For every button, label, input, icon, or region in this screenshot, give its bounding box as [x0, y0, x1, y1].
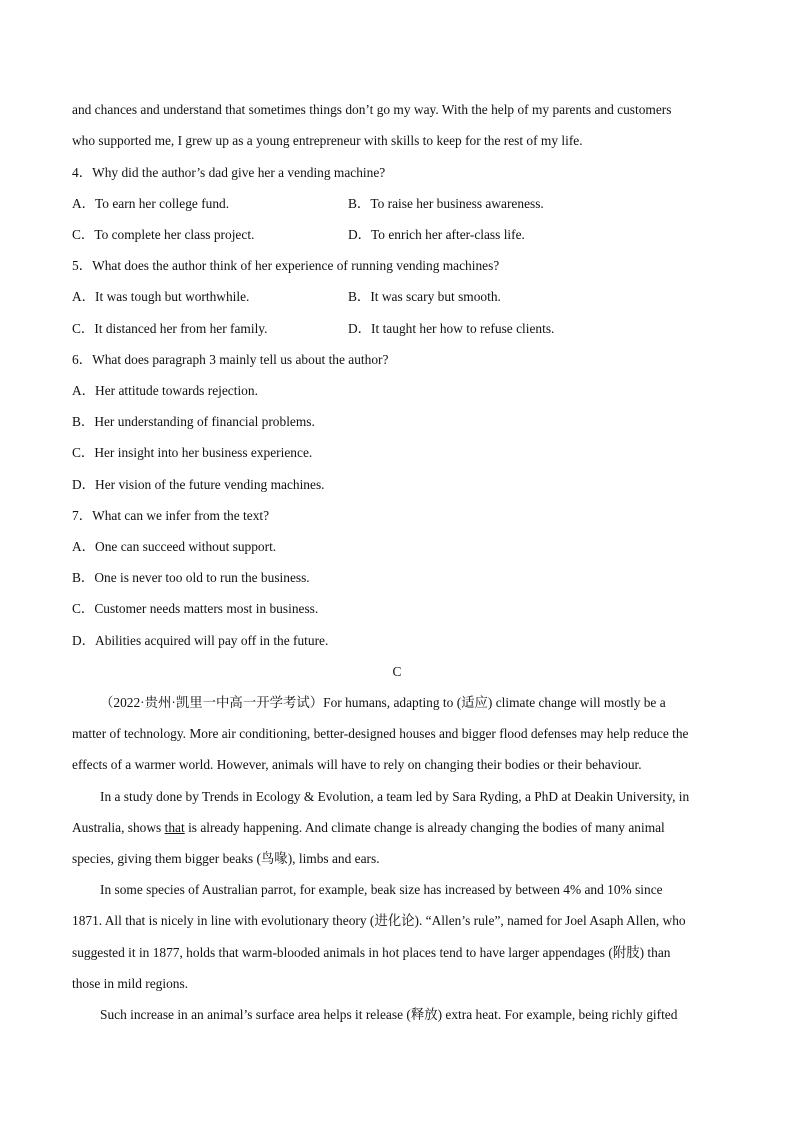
passage-c-p3-line: 1871. All that is nicely in line with evolutionary theory (进化论). “Allen’s rule”, named for Joel Asaph Allen, who	[72, 913, 686, 928]
underlined-word-that: that	[164, 820, 185, 835]
question-7-option-c: C．Customer needs matters most in business.	[72, 601, 319, 616]
passage-c-p2-line: In a study done by Trends in Ecology & Evolution, a team led by Sara Ryding, a PhD at Deakin University, in	[100, 789, 690, 804]
question-4-option-a: A．To earn her college fund.	[72, 196, 230, 211]
section-heading: C	[392, 664, 402, 679]
question-6-option-b: B．Her understanding of financial problems.	[72, 414, 315, 429]
question-7-option-b: B．One is never too old to run the business.	[72, 570, 310, 585]
passage-c-p1-line: matter of technology. More air conditioning, better-designed houses and bigger flood defenses may help reduce the	[72, 726, 689, 741]
passage-c-p3-line: suggested it in 1877, holds that warm-blooded animals in hot places tend to have larger appendages (附肢) than	[72, 945, 671, 960]
question-6-option-c: C．Her insight into her business experience.	[72, 445, 313, 460]
question-5-option-b: B．It was scary but smooth.	[348, 289, 501, 304]
question-6-stem: 6．What does paragraph 3 mainly tell us about the author?	[72, 352, 389, 367]
question-4-option-c: C．To complete her class project.	[72, 227, 255, 242]
question-7-option-d: D．Abilities acquired will pay off in the future.	[72, 633, 329, 648]
question-7-option-a: A．One can succeed without support.	[72, 539, 277, 554]
question-5-option-a: A．It was tough but worthwhile.	[72, 289, 250, 304]
passage-text-line: and chances and understand that sometimes things don’t go my way. With the help of my parents and customers	[72, 102, 672, 117]
passage-c-p1-line: effects of a warmer world. However, animals will have to rely on changing their bodies or their behaviour.	[72, 757, 642, 772]
question-6-option-d: D．Her vision of the future vending machines.	[72, 477, 325, 492]
question-7-stem: 7．What can we infer from the text?	[72, 508, 270, 523]
passage-c-p4-line: Such increase in an animal’s surface area helps it release (释放) extra heat. For example, being richly gifted	[100, 1007, 678, 1022]
passage-c-p2-text: Australia, shows	[72, 820, 165, 835]
question-4-stem: 4．Why did the author’s dad give her a vending machine?	[72, 165, 386, 180]
passage-c-p2-line: species, giving them bigger beaks (鸟喙), limbs and ears.	[72, 851, 380, 866]
passage-text-line: who supported me, I grew up as a young entrepreneur with skills to keep for the rest of my life.	[72, 133, 583, 148]
passage-c-p2-text: is already happening. And climate change is already changing the bodies of many animal	[184, 820, 665, 835]
passage-c-p3-line: In some species of Australian parrot, for example, beak size has increased by between 4% and 10% since	[100, 882, 663, 897]
passage-c-p1-line: （2022·贵州·凯里一中高一开学考试）For humans, adapting to (适应) climate change will mostly be a	[100, 695, 666, 710]
passage-c-p3-line: those in mild regions.	[72, 976, 189, 991]
passage-c-p2-line	[72, 820, 665, 836]
question-4-option-b: B．To raise her business awareness.	[348, 196, 544, 211]
question-4-option-d: D．To enrich her after-class life.	[348, 227, 525, 242]
question-5-stem: 5．What does the author think of her experience of running vending machines?	[72, 258, 500, 273]
question-5-option-c: C．It distanced her from her family.	[72, 321, 268, 336]
question-5-option-d: D．It taught her how to refuse clients.	[348, 321, 555, 336]
question-6-option-a: A．Her attitude towards rejection.	[72, 383, 258, 398]
